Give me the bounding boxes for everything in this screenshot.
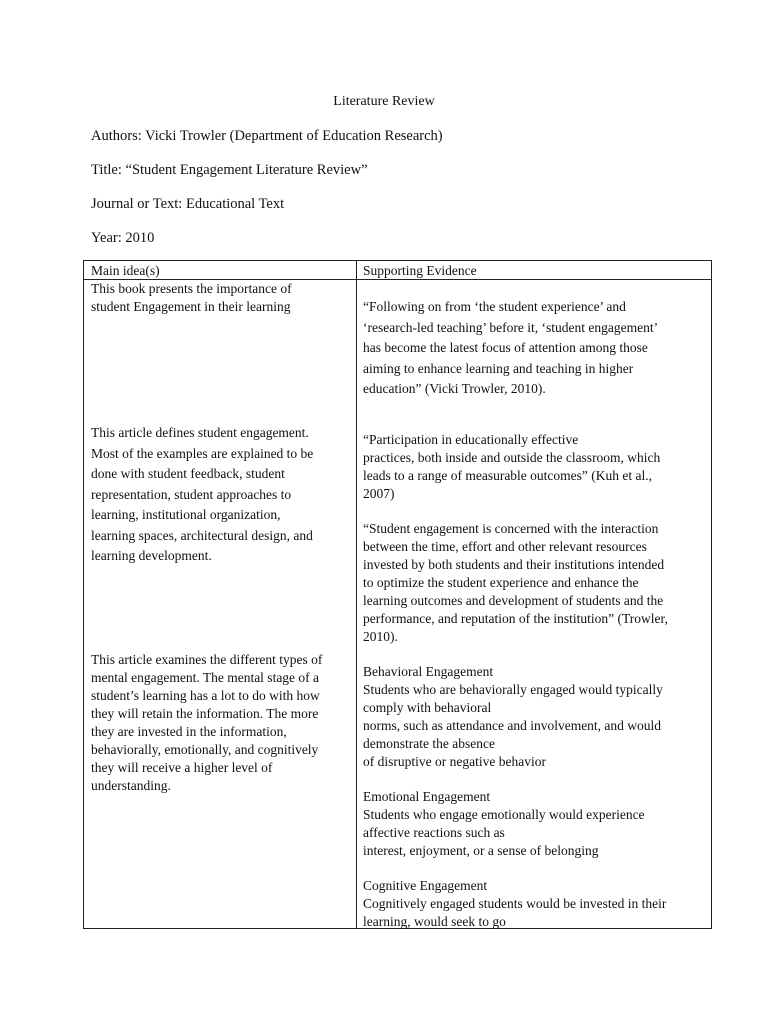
- main-idea-2-line: representation, student approaches to: [91, 486, 292, 502]
- evidence-1-line: ‘research-led teaching’ before it, ‘student engagement’: [363, 319, 659, 335]
- main-idea-3-line: mental engagement. The mental stage of a: [91, 670, 320, 685]
- main-idea-3: [91, 651, 322, 795]
- main-idea-3-line: they are invested in the information,: [91, 724, 287, 739]
- journal-line: Journal or Text: Educational Text: [91, 196, 285, 212]
- evidence-1-line: “Following on from ‘the student experience’ and: [363, 299, 626, 314]
- main-idea-1-line: This book presents the importance of: [91, 281, 292, 296]
- evidence-2-line: 2007): [363, 486, 395, 501]
- title-line: Title: “Student Engagement Literature Review”: [91, 162, 368, 178]
- evidence-3: [363, 520, 668, 646]
- page-title: Literature Review: [333, 94, 435, 109]
- main-idea-2-line: learning spaces, architectural design, and: [91, 527, 313, 543]
- header-supporting-evidence: Supporting Evidence: [363, 263, 477, 278]
- main-idea-3-line: they will retain the information. The more: [91, 706, 319, 721]
- evidence-1-line: education” (Vicki Trowler, 2010).: [363, 381, 546, 396]
- evidence-3-line: performance, and reputation of the institution” (Trowler,: [363, 611, 668, 626]
- evidence-5-line: Emotional Engagement: [363, 789, 491, 804]
- evidence-2-line: practices, both inside and outside the classroom, which: [363, 450, 661, 465]
- main-idea-2-line: learning development.: [91, 548, 212, 563]
- main-idea-3-line: student’s learning has a lot to do with how: [91, 688, 320, 703]
- main-idea-1: [91, 280, 292, 316]
- main-idea-2-line: learning, institutional organization,: [91, 507, 281, 522]
- evidence-3-line: between the time, effort and other relevant resources: [363, 539, 647, 554]
- main-idea-2-line: Most of the examples are explained to be: [91, 445, 314, 461]
- evidence-3-line: invested by both students and their institutions intended: [363, 557, 665, 572]
- evidence-1: [363, 297, 658, 400]
- evidence-1-line: aiming to enhance learning and teaching in higher: [363, 360, 634, 376]
- main-idea-2-line: This article defines student engagement.: [91, 425, 309, 440]
- evidence-3-line: 2010).: [363, 629, 398, 644]
- main-idea-2-line: done with student feedback, student: [91, 466, 285, 481]
- evidence-5-line: interest, enjoyment, or a sense of belonging: [363, 843, 599, 858]
- evidence-4-line: Students who are behaviorally engaged would typically: [363, 682, 663, 697]
- evidence-4: [363, 663, 663, 771]
- main-idea-1-line: student Engagement in their learning: [91, 299, 291, 314]
- main-idea-3-line: they will receive a higher level of: [91, 760, 273, 775]
- authors-line: Authors: Vicki Trowler (Department of Education Research): [91, 128, 443, 144]
- evidence-5-line: affective reactions such as: [363, 825, 505, 840]
- evidence-5: [363, 788, 645, 860]
- evidence-2: [363, 431, 660, 503]
- main-idea-2: [91, 423, 313, 567]
- evidence-4-line: Behavioral Engagement: [363, 664, 494, 679]
- evidence-6: [363, 877, 666, 931]
- literature-table: [83, 260, 712, 929]
- year-line: Year: 2010: [91, 230, 155, 246]
- header-main-ideas: Main idea(s): [91, 263, 160, 278]
- evidence-6-line: Cognitive Engagement: [363, 878, 488, 893]
- main-idea-3-line: understanding.: [91, 778, 171, 793]
- evidence-4-line: comply with behavioral: [363, 700, 492, 715]
- evidence-4-line: of disruptive or negative behavior: [363, 754, 546, 769]
- evidence-6-line: learning, would seek to go: [363, 914, 506, 929]
- evidence-6-line: Cognitively engaged students would be invested in their: [363, 896, 667, 911]
- evidence-3-line: “Student engagement is concerned with the interaction: [363, 521, 659, 536]
- evidence-4-line: demonstrate the absence: [363, 736, 495, 751]
- evidence-4-line: norms, such as attendance and involvement, and would: [363, 718, 662, 733]
- evidence-3-line: to optimize the student experience and enhance the: [363, 575, 639, 590]
- evidence-3-line: learning outcomes and development of students and the: [363, 593, 664, 608]
- evidence-1-line: has become the latest focus of attention among those: [363, 340, 648, 355]
- evidence-2-line: leads to a range of measurable outcomes” (Kuh et al.,: [363, 468, 653, 483]
- evidence-2-line: “Participation in educationally effective: [363, 432, 579, 447]
- evidence-5-line: Students who engage emotionally would experience: [363, 807, 645, 822]
- main-idea-3-line: behaviorally, emotionally, and cognitively: [91, 742, 319, 757]
- main-idea-3-line: This article examines the different types of: [91, 652, 323, 667]
- column-divider: [356, 261, 357, 928]
